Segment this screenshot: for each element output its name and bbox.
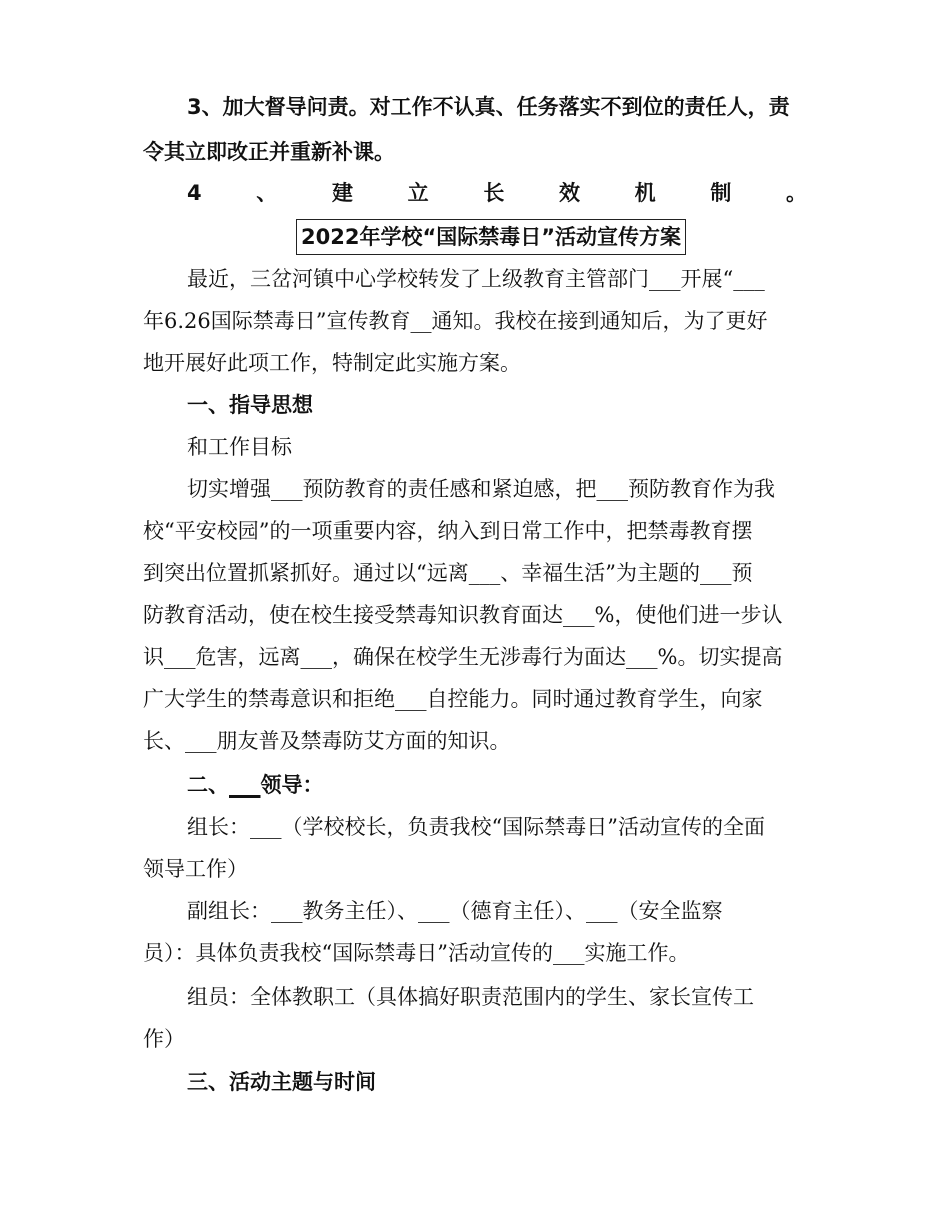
spread-char: 4 [187,181,202,205]
spread-char: 制 [710,181,732,205]
spread-char: 机 [634,181,656,205]
heading-long-term-mechanism [187,178,807,208]
goals-line-1: 切实增强___预防教育的责任感和紧迫感，把___预防教育作为我 [187,477,775,501]
paragraph-accountability-1: 3、加大督导问责。对工作不认真、任务落实不到位的责任人，责 [187,95,790,119]
deputy-line-2: 员）：具体负责我校“国际禁毒日”活动宣传的___实施工作。 [143,941,690,965]
spread-char: 建 [331,181,353,205]
members-line-1: 组员：全体教职工（具体搞好职责范围内的学生、家长宣传工 [187,985,754,1009]
spread-char: 效 [558,181,580,205]
spread-char: 、 [256,181,278,205]
section-heading-theme-time: 三、活动主题与时间 [187,1070,376,1094]
goals-line-3: 到突出位置抓紧抓好。通过以“远离___、幸福生活”为主题的___预 [143,561,753,585]
intro-line-1: 最近，三岔河镇中心学校转发了上级教育主管部门___开展“___ [187,267,765,291]
goals-line-6: 广大学生的禁毒意识和拒绝___自控能力。同时通过教育学生，向家 [143,687,763,711]
section-subheading-goals: 和工作目标 [187,435,292,459]
heading-suffix: 领导： [260,773,324,797]
section-heading-leadership [187,770,807,800]
section-heading-guiding-thought: 一、指导思想 [187,393,313,417]
goals-line-7: 长、___朋友普及禁毒防艾方面的知识。 [143,729,511,753]
blank-field: ___ [229,773,261,797]
leader-line-2: 领导工作） [143,857,248,881]
leader-line-1: 组长：___（学校校长，负责我校“国际禁毒日”活动宣传的全面 [187,815,765,839]
goals-line-5: 识___危害，远离___，确保在校学生无涉毒行为面达___%。切实提高 [143,645,783,669]
paragraph-accountability-2: 令其立即改正并重新补课。 [143,140,395,164]
goals-line-2: 校“平安校园”的一项重要内容，纳入到日常工作中，把禁毒教育摆 [143,519,753,543]
spread-char: 立 [407,181,429,205]
spread-char: 长 [483,181,505,205]
members-line-2: 作） [143,1027,185,1051]
document-title: 2022年学校“国际禁毒日”活动宣传方案 [296,219,686,255]
intro-line-2: 年6.26国际禁毒日”宣传教育__通知。我校在接到通知后，为了更好 [143,309,768,333]
deputy-line-1: 副组长：___教务主任）、___（德育主任）、___（安全监察 [187,899,723,923]
heading-prefix: 二、 [187,773,229,797]
intro-line-3: 地开展好此项工作，特制定此实施方案。 [143,351,521,375]
spread-char: 。 [786,181,807,205]
goals-line-4: 防教育活动，使在校生接受禁毒知识教育面达___%，使他们进一步认 [143,603,783,627]
